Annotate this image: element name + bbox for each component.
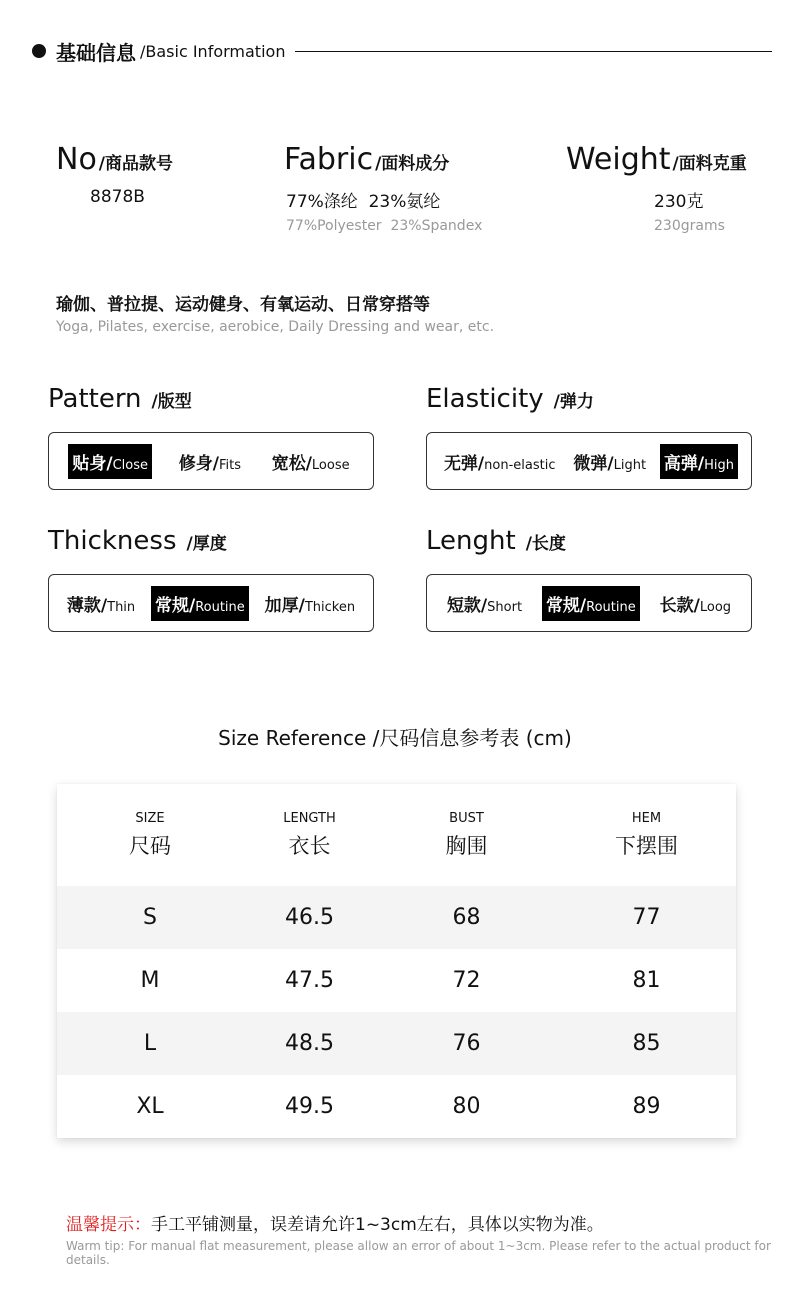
option-label-en: Thin [107, 599, 136, 615]
option-thickness-2 [261, 586, 359, 621]
option-label-cn: 贴身/ [72, 453, 113, 474]
cell-hem: 89 [632, 1094, 661, 1119]
cell-hem: 81 [632, 968, 661, 993]
tip-label: 温馨提示： [66, 1215, 151, 1235]
attr-title: Lenght [426, 526, 516, 556]
warm-tip [66, 1210, 790, 1267]
option-label-cn: 微弹/ [573, 453, 614, 474]
attr-pattern [48, 384, 374, 490]
cell-length: 48.5 [285, 1031, 334, 1056]
option-label-en: Thicken [304, 599, 356, 615]
option-length-1 [542, 586, 640, 621]
table-row [57, 1075, 736, 1138]
info-item-fabric [284, 142, 482, 234]
header-en: BUST [449, 810, 484, 826]
tip-text-en: Warm tip: For manual flat measurement, please allow an error of about 1~3cm. Please refer to the actual product for details. [66, 1239, 771, 1267]
info-sub: /商品款号 [98, 154, 174, 174]
usage-block [56, 290, 494, 335]
attr-sub: /长度 [525, 534, 566, 554]
bullet-icon [32, 44, 46, 58]
cell-size: XL [136, 1094, 164, 1119]
info-label: No [56, 142, 97, 177]
cell-hem: 77 [632, 905, 661, 930]
option-pattern-0 [68, 444, 152, 479]
info-value: 77%涤纶 23%氨纶 [286, 192, 441, 212]
cell-length: 46.5 [285, 905, 334, 930]
attr-thickness [48, 526, 374, 632]
header-size [57, 784, 243, 886]
option-label-en: Short [487, 599, 523, 615]
attr-options [426, 432, 752, 490]
cell-length: 49.5 [285, 1094, 334, 1119]
header-cn: 下摆围 [615, 833, 678, 858]
cell-bust: 76 [452, 1031, 481, 1056]
header-title-en: /Basic Information [140, 41, 286, 61]
option-elasticity-0 [440, 444, 560, 479]
usage-en: Yoga, Pilates, exercise, aerobice, Daily Dressing and wear, etc. [56, 319, 495, 335]
table-row [57, 1012, 736, 1075]
cell-bust: 68 [452, 905, 481, 930]
cell-bust: 72 [452, 968, 481, 993]
header-divider [295, 51, 772, 52]
info-value-en: 230grams [654, 218, 725, 234]
option-label-en: Close [112, 457, 148, 473]
attr-title: Thickness [48, 526, 177, 556]
info-item-no [56, 142, 173, 207]
option-label-cn: 长款/ [659, 595, 700, 616]
header-length [243, 784, 376, 886]
option-label-en: Routine [586, 599, 636, 615]
attr-title: Pattern [48, 384, 142, 414]
header-en: HEM [631, 810, 662, 826]
option-label-en: Loose [311, 457, 350, 473]
attr-options [48, 432, 374, 490]
info-value: 8878B [90, 187, 145, 207]
section-header [32, 36, 772, 66]
option-label-cn: 高弹/ [663, 453, 705, 474]
attr-options [48, 574, 374, 632]
cell-bust: 80 [452, 1094, 481, 1119]
attr-title: Elasticity [426, 384, 544, 414]
option-elasticity-1 [569, 444, 650, 479]
info-value-en: 77%Polyester 23%Spandex [286, 218, 483, 234]
option-pattern-2 [268, 444, 354, 479]
cell-size: L [143, 1031, 157, 1056]
attr-length [426, 526, 752, 632]
option-label-en: Fits [218, 457, 241, 473]
cell-length: 47.5 [285, 968, 334, 993]
info-sub: /面料克重 [672, 154, 747, 174]
option-label-cn: 常规/ [154, 595, 196, 616]
info-value: 230克 [654, 192, 704, 212]
option-label-cn: 修身/ [178, 453, 219, 474]
table-body [57, 886, 736, 1138]
size-table-title: Size Reference /尺码信息参考表 (cm) [218, 726, 572, 750]
info-item-weight [566, 142, 747, 234]
table-row [57, 949, 736, 1012]
info-label: Weight [566, 142, 671, 177]
header-en: SIZE [135, 810, 165, 826]
header-en: LENGTH [283, 810, 336, 826]
attr-sub: /弹力 [553, 392, 594, 412]
option-label-cn: 宽松/ [271, 453, 312, 474]
header-cn: 衣长 [288, 833, 331, 858]
header-cn: 胸围 [445, 833, 488, 858]
header-cn: 尺码 [129, 833, 171, 858]
cell-size: S [143, 905, 157, 930]
header-hem [557, 784, 736, 886]
table-row [57, 886, 736, 949]
attr-sub: /厚度 [186, 534, 227, 554]
cell-size: M [140, 968, 160, 993]
attr-sub: /版型 [151, 392, 192, 412]
info-sub: /面料成分 [375, 154, 450, 174]
option-label-en: Loog [699, 599, 732, 615]
option-elasticity-2 [660, 444, 738, 479]
option-length-2 [656, 586, 735, 621]
usage-cn: 瑜伽、普拉提、运动健身、有氧运动、日常穿搭等 [56, 295, 430, 315]
option-label-cn: 常规/ [545, 595, 587, 616]
option-length-0 [443, 586, 526, 621]
option-label-cn: 短款/ [446, 595, 488, 616]
option-label-en: Light [613, 457, 647, 473]
option-label-en: Routine [195, 599, 245, 615]
option-label-cn: 薄款/ [66, 595, 108, 616]
option-label-en: non-elastic [484, 457, 556, 473]
header-bust [376, 784, 557, 886]
size-table [57, 784, 736, 1138]
table-header [57, 784, 736, 886]
header-title-cn: 基础信息 [56, 40, 136, 65]
info-label: Fabric [284, 142, 374, 177]
tip-text-cn: 手工平铺测量，误差请允许1~3cm左右，具体以实物为准。 [151, 1215, 604, 1235]
attr-elasticity [426, 384, 752, 490]
option-thickness-0 [63, 586, 139, 621]
attr-options [426, 574, 752, 632]
option-label-cn: 无弹/ [443, 453, 485, 474]
option-pattern-1 [175, 444, 245, 479]
option-thickness-1 [151, 586, 249, 621]
cell-hem: 85 [632, 1031, 661, 1056]
option-label-en: High [704, 457, 735, 473]
option-label-cn: 加厚/ [264, 595, 305, 616]
